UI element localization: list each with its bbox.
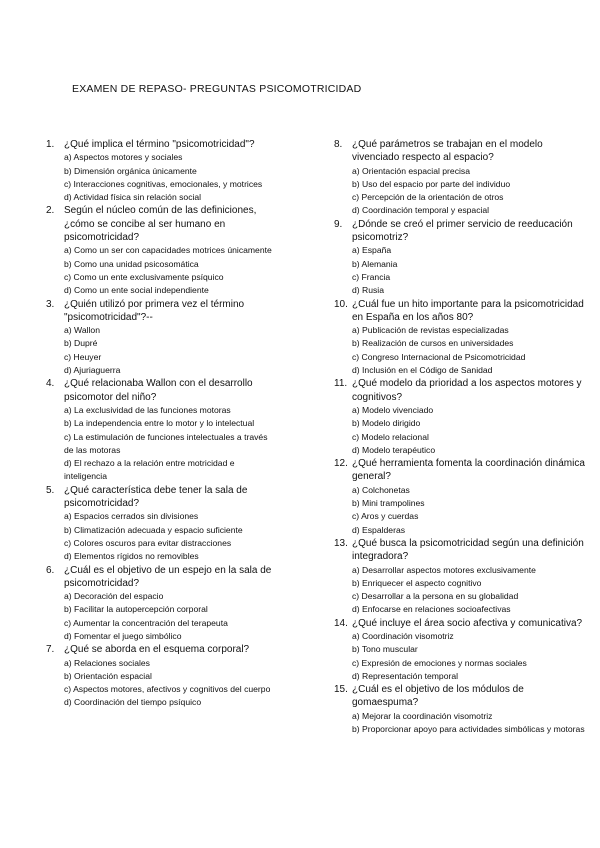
answer-option: b) La independencia entre lo motor y lo intelectual bbox=[64, 418, 255, 429]
question bbox=[46, 377, 278, 483]
question bbox=[46, 138, 278, 204]
question bbox=[334, 218, 590, 298]
right-column bbox=[334, 138, 590, 736]
answer-option: a) Aspectos motores y sociales bbox=[64, 152, 183, 163]
question bbox=[46, 564, 278, 644]
answer-option: d) Inclusión en el Código de Sanidad bbox=[352, 365, 493, 376]
question-text: ¿Cuál fue un hito importante para la psicomotricidad en España en los años 80? bbox=[352, 298, 584, 323]
answer-option: b) Dimensión orgánica únicamente bbox=[64, 165, 197, 176]
answer-option: b) Facilitar la autopercepción corporal bbox=[64, 604, 208, 615]
answer-option: c) Aumentar la concentración del terapeuta bbox=[64, 617, 228, 628]
answer-option: b) Mini trampolines bbox=[352, 498, 425, 509]
question bbox=[334, 298, 590, 378]
question-text: ¿Qué implica el término "psicomotricidad"? bbox=[64, 139, 255, 150]
answer-option: a) Orientación espacial precisa bbox=[352, 165, 470, 176]
answer-option: d) Como un ente social independiente bbox=[64, 285, 209, 296]
question bbox=[334, 138, 590, 218]
question-number: 6. bbox=[46, 564, 55, 576]
answer-option: d) Enfocarse en relaciones socioafectivas bbox=[352, 604, 511, 615]
question-number: 10. bbox=[334, 298, 348, 310]
answer-option: c) Como un ente exclusivamente psíquico bbox=[64, 271, 224, 282]
answer-option: a) Decoración del espacio bbox=[64, 591, 164, 602]
answer-option: b) Proporcionar apoyo para actividades simbólicas y motoras bbox=[352, 724, 585, 735]
question-text: ¿Qué modelo da prioridad a los aspectos motores y cognitivos? bbox=[352, 378, 582, 403]
answer-option: b) Realización de cursos en universidades bbox=[352, 338, 514, 349]
answer-option: d) Coordinación del tiempo psíquico bbox=[64, 697, 202, 708]
question-text: ¿Cuál es el objetivo de un espejo en la sala de psicomotricidad? bbox=[64, 564, 272, 589]
question-number: 11. bbox=[334, 378, 348, 390]
answer-option: b) Uso del espacio por parte del individuo bbox=[352, 178, 511, 189]
answer-option: a) Colchonetas bbox=[352, 484, 410, 495]
question-text: ¿Dónde se creó el primer servicio de reeducación psicomotriz? bbox=[352, 218, 573, 244]
question-number: 13. bbox=[334, 537, 348, 549]
question-text: ¿Qué herramienta fomenta la coordinación dinámica general? bbox=[352, 458, 585, 483]
answer-option: b) Orientación espacial bbox=[64, 670, 152, 681]
answer-option: c) Aspectos motores, afectivos y cognitivos del cuerpo bbox=[64, 684, 271, 695]
answer-option: a) España bbox=[352, 245, 392, 256]
answer-option: a) Relaciones sociales bbox=[64, 657, 150, 668]
answer-option: a) Publicación de revistas especializadas bbox=[352, 325, 509, 336]
question bbox=[46, 643, 278, 709]
answer-option: d) Rusia bbox=[352, 285, 384, 296]
answer-option: c) Heuyer bbox=[64, 351, 102, 362]
question-number: 1. bbox=[46, 139, 55, 150]
question-text: ¿Qué incluye el área socio afectiva y comunicativa? bbox=[352, 617, 583, 629]
answer-option: d) Ajuriaguerra bbox=[64, 365, 121, 376]
answer-option: d) Fomentar el juego simbólico bbox=[64, 630, 182, 641]
answer-option: d) Actividad física sin relación social bbox=[64, 192, 202, 203]
answer-option: d) El rechazo a la relación entre motricidad e inteligencia bbox=[64, 458, 235, 482]
answer-option: b) Dupré bbox=[64, 338, 98, 349]
question bbox=[334, 617, 590, 683]
question bbox=[334, 377, 590, 457]
question-number: 15. bbox=[334, 684, 348, 696]
question-number: 3. bbox=[46, 298, 55, 310]
question-text: ¿Qué se aborda en el esquema corporal? bbox=[64, 644, 250, 656]
answer-option: b) Alemania bbox=[352, 258, 398, 269]
answer-option: a) Mejorar la coordinación visomotriz bbox=[352, 710, 493, 721]
question-number: 14. bbox=[334, 617, 348, 629]
answer-option: c) Desarrollar a la persona en su globalidad bbox=[352, 591, 519, 602]
answer-option: c) Colores oscuros para evitar distracciones bbox=[64, 537, 232, 548]
question bbox=[46, 298, 278, 378]
answer-option: c) Congreso Internacional de Psicomotricidad bbox=[352, 351, 526, 362]
question-number: 7. bbox=[46, 644, 55, 656]
answer-option: a) Desarrollar aspectos motores exclusivamente bbox=[352, 564, 536, 575]
answer-option: a) Wallon bbox=[64, 325, 100, 336]
question bbox=[46, 484, 278, 564]
answer-option: b) Modelo dirigido bbox=[352, 418, 421, 429]
question-number: 12. bbox=[334, 458, 348, 470]
question-number: 4. bbox=[46, 378, 55, 390]
question bbox=[334, 537, 590, 617]
question-number: 5. bbox=[46, 484, 55, 496]
question-number: 9. bbox=[334, 218, 343, 230]
answer-option: b) Climatización adecuada y espacio suficiente bbox=[64, 524, 243, 535]
question-text: ¿Qué característica debe tener la sala de psicomotricidad? bbox=[64, 484, 248, 510]
answer-option: c) Aros y cuerdas bbox=[352, 511, 419, 522]
question-text: ¿Qué busca la psicomotricidad según una definición integradora? bbox=[352, 537, 584, 563]
question-number: 8. bbox=[334, 139, 343, 150]
question bbox=[46, 204, 278, 297]
left-column bbox=[46, 138, 278, 710]
question-text: ¿Cuál es el objetivo de los módulos de gomaespuma? bbox=[352, 684, 524, 709]
question bbox=[334, 457, 590, 537]
question-number: 2. bbox=[46, 205, 55, 217]
answer-option: a) Modelo vivenciado bbox=[352, 404, 434, 415]
answer-option: b) Enriquecer el aspecto cognitivo bbox=[352, 577, 482, 588]
answer-option: c) Francia bbox=[352, 271, 391, 282]
answer-option: b) Como una unidad psicosomática bbox=[64, 258, 199, 269]
question-text: Según el núcleo común de las definiciones, ¿cómo se concibe al ser humano en psicomotricidad? bbox=[64, 205, 257, 244]
answer-option: a) La exclusividad de las funciones motoras bbox=[64, 404, 231, 415]
answer-option: d) Modelo terapéutico bbox=[352, 444, 436, 455]
answer-option: c) Expresión de emociones y normas sociales bbox=[352, 657, 527, 668]
answer-option: a) Coordinación visomotriz bbox=[352, 630, 454, 641]
answer-option: d) Representación temporal bbox=[352, 670, 459, 681]
question bbox=[334, 683, 590, 736]
page-title: EXAMEN DE REPASO- PREGUNTAS PSICOMOTRICIDAD bbox=[72, 83, 362, 95]
answer-option: d) Espalderas bbox=[352, 524, 406, 535]
answer-option: b) Tono muscular bbox=[352, 644, 418, 655]
answer-option: a) Espacios cerrados sin divisiones bbox=[64, 511, 199, 522]
answer-option: d) Coordinación temporal y espacial bbox=[352, 205, 490, 216]
question-text: ¿Qué relacionaba Wallon con el desarrollo psicomotor del niño? bbox=[64, 378, 253, 403]
answer-option: d) Elementos rígidos no removibles bbox=[64, 551, 199, 562]
answer-option: c) Percepción de la orientación de otros bbox=[352, 192, 504, 203]
answer-option: a) Como un ser con capacidades motrices únicamente bbox=[64, 245, 272, 256]
answer-option: c) Modelo relacional bbox=[352, 431, 429, 442]
answer-option: c) Interacciones cognitivas, emocionales, y motrices bbox=[64, 178, 263, 189]
answer-option: c) La estimulación de funciones intelectuales a través de las motoras bbox=[64, 431, 268, 455]
question-text: ¿Quién utilizó por primera vez el término "psicomotricidad"?-- bbox=[64, 298, 245, 323]
question-text: ¿Qué parámetros se trabajan en el modelo vivenciado respecto al espacio? bbox=[352, 139, 543, 164]
